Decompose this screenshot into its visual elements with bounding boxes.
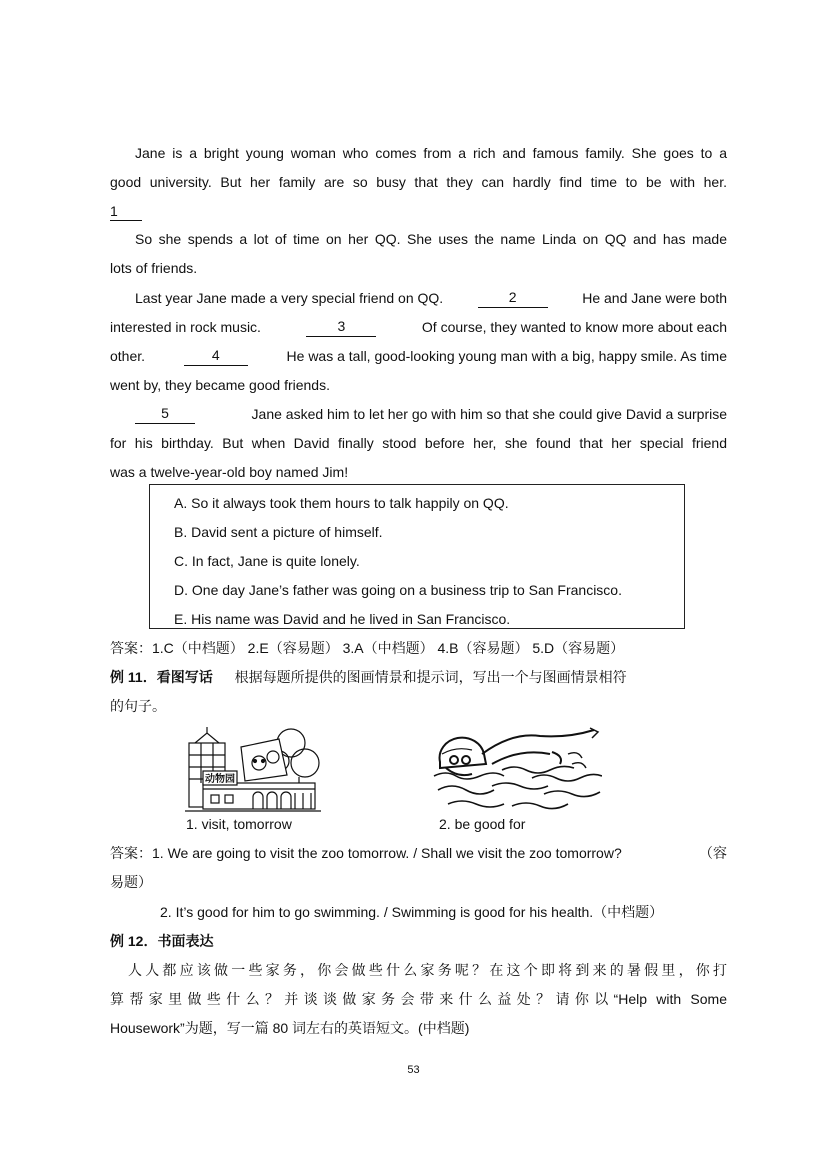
passage-text: Last year Jane made a very special friend on QQ. bbox=[135, 290, 444, 306]
blank-1: 1 bbox=[110, 202, 142, 221]
example-11-instruction-cont: 的句子。 bbox=[110, 698, 166, 714]
example-12-text: 算帮家里做些什么？并谈谈做家务会带来什么益处？请你以“Help with Some bbox=[110, 991, 727, 1007]
passage-line bbox=[110, 201, 727, 221]
option-b: B. David sent a picture of himself. bbox=[174, 524, 383, 540]
answer-line bbox=[110, 843, 727, 863]
page-number: 53 bbox=[407, 1064, 420, 1076]
passage-line: So she spends a lot of time on her QQ. She uses the name Linda on QQ and has made bbox=[135, 231, 727, 247]
blank-2: 2 bbox=[478, 288, 548, 308]
answer-line: 2. It’s good for him to go swimming. / Swimming is good for his health.（中档题） bbox=[160, 904, 664, 920]
passage-line: was a twelve-year-old boy named Jim! bbox=[110, 464, 349, 480]
passage-line: for his birthday. But when David finally stood before her, she found that her special friend bbox=[110, 435, 727, 451]
passage-text: Of course, they wanted to know more about each bbox=[421, 319, 727, 335]
passage-line: lots of friends. bbox=[110, 260, 198, 276]
option-a: A. So it always took them hours to talk happily on QQ. bbox=[174, 495, 509, 511]
zoo-illustration bbox=[183, 723, 323, 815]
passage-line bbox=[110, 404, 727, 424]
answer-line: 易题） bbox=[110, 874, 152, 890]
swimmer-illustration bbox=[432, 724, 602, 816]
passage-line: good university. But her family are so busy that they can hardly find time to be with her. bbox=[110, 174, 727, 190]
example-12-text: 人人都应该做一些家务，你会做些什么家务呢？在这个即将到来的暑假里，你打 bbox=[128, 962, 727, 978]
example-12-text: Housework”为题，写一篇 80 词左右的英语短文。(中档题) bbox=[110, 1020, 470, 1036]
passage-text: interested in rock music. bbox=[110, 319, 261, 335]
example-11-label: 例 11．看图写话 bbox=[110, 669, 213, 685]
option-e: E. His name was David and he lived in San Francisco. bbox=[174, 611, 511, 627]
example-12-label: 例 12．书面表达 bbox=[110, 933, 214, 949]
passage-line: Jane is a bright young woman who comes from a rich and famous family. She goes to a bbox=[135, 145, 727, 161]
zoo-sign-text: 动物园 bbox=[205, 774, 235, 785]
options-box bbox=[149, 484, 685, 629]
answer-text: 答案：1. We are going to visit the zoo tomorrow. / Shall we visit the zoo tomorrow? bbox=[110, 845, 622, 861]
answer-text: （容 bbox=[699, 845, 727, 861]
example-11-instruction: 根据每题所提供的图画情景和提示词，写出一个与图画情景相符 bbox=[234, 669, 627, 685]
passage-line: went by, they became good friends. bbox=[110, 377, 330, 393]
answer-line: 答案：1.C（中档题） 2.E（容易题） 3.A（中档题） 4.B（容易题） 5.D（容易题） bbox=[110, 640, 625, 656]
caption-2: 2. be good for bbox=[439, 816, 526, 832]
passage-line bbox=[110, 288, 727, 308]
passage-text: Jane asked him to let her go with him so that she could give David a surprise bbox=[251, 406, 727, 422]
blank-5: 5 bbox=[135, 404, 195, 424]
passage-text: other. bbox=[110, 348, 146, 364]
option-d: D. One day Jane’s father was going on a business trip to San Francisco. bbox=[174, 582, 622, 598]
blank-3: 3 bbox=[306, 317, 376, 337]
option-c: C. In fact, Jane is quite lonely. bbox=[174, 553, 360, 569]
passage-line bbox=[110, 346, 727, 366]
passage-line bbox=[110, 317, 727, 337]
passage-text: He and Jane were both bbox=[582, 290, 727, 306]
caption-1: 1. visit, tomorrow bbox=[186, 816, 292, 832]
passage-text: He was a tall, good-looking young man with a big, happy smile. As time bbox=[286, 348, 727, 364]
example-11-line bbox=[110, 667, 727, 687]
blank-4: 4 bbox=[184, 346, 248, 366]
